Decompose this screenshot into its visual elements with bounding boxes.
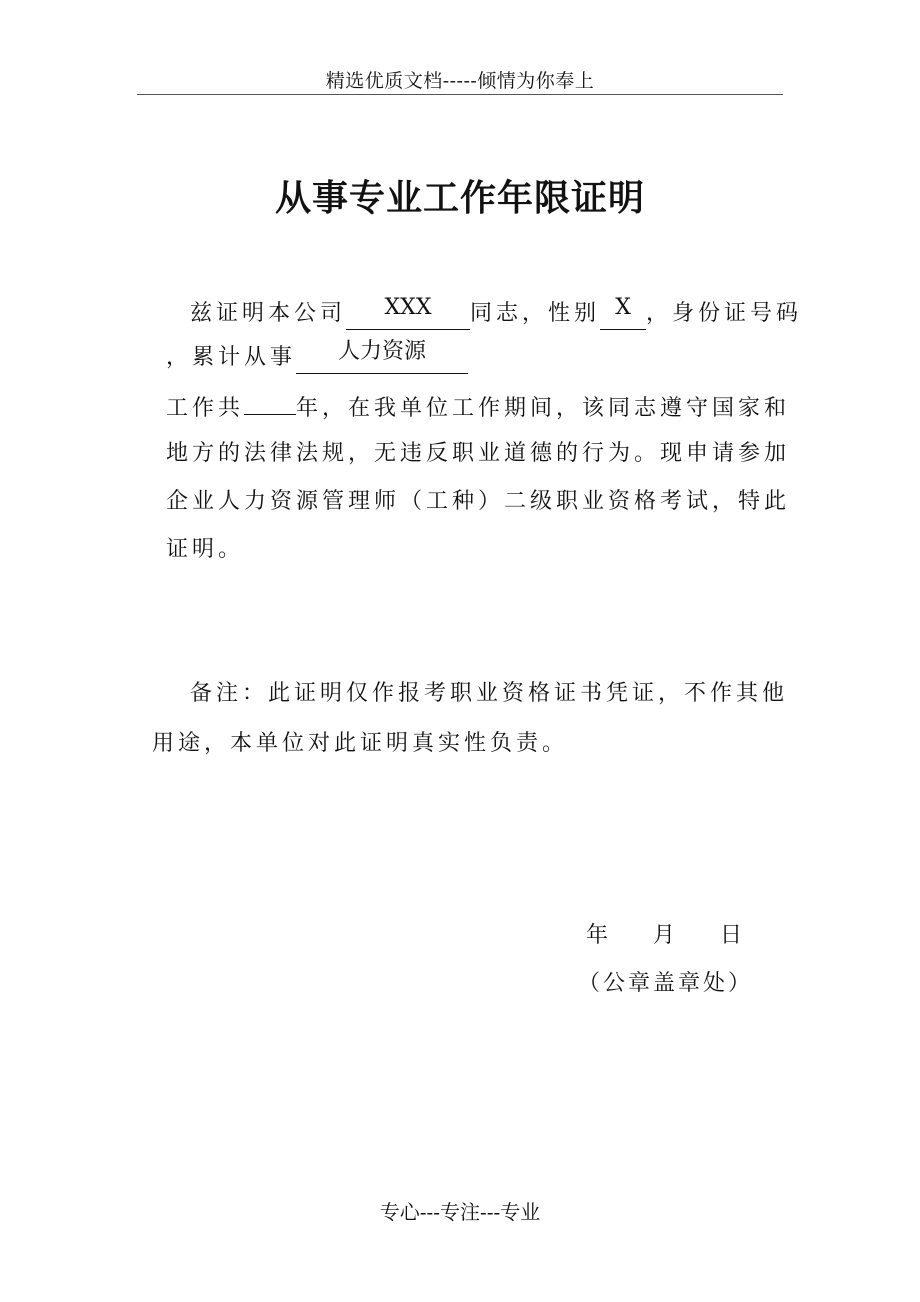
remark-line-1: 备注：此证明仅作报考职业资格证书凭证，不作其他 (190, 681, 789, 706)
seal-note: （公章盖章处） (578, 971, 754, 996)
date-month: 月 (653, 923, 676, 948)
name-field[interactable]: XXX (346, 303, 470, 330)
body-line-1 (190, 296, 802, 330)
gender-field[interactable]: X (600, 303, 646, 330)
body-line-4: 地方的法律法规，无违反职业道德的行为。现申请参加 (166, 441, 791, 466)
profession-field[interactable]: 人力资源 (296, 347, 468, 374)
page-footer: 专心---专注---专业 (379, 1200, 541, 1224)
document-title: 从事专业工作年限证明 (274, 177, 645, 219)
header-divider (137, 94, 783, 95)
body-text: 年，在我单位工作期间，该同志遵守国家和 (296, 396, 791, 421)
body-text: 同志，性别 (470, 301, 601, 326)
body-line-2 (166, 340, 468, 374)
body-line-6: 证明。 (166, 537, 245, 562)
body-text: ，累计从事 (166, 345, 297, 370)
years-field[interactable] (244, 388, 296, 415)
remark-line-2: 用途，本单位对此证明真实性负责。 (152, 731, 569, 756)
date-year: 年 (586, 923, 609, 948)
date-line (586, 918, 742, 949)
body-line-5: 企业人力资源管理师（工种）二级职业资格考试，特此 (166, 489, 791, 514)
page-header: 精选优质文档-----倾情为你奉上 (325, 70, 595, 92)
date-day: 日 (720, 923, 743, 948)
body-text: 兹证明本公司 (190, 301, 347, 326)
body-line-3 (166, 388, 790, 422)
body-text: 工作共 (166, 396, 245, 421)
body-text: ，身份证号码 (646, 301, 803, 326)
